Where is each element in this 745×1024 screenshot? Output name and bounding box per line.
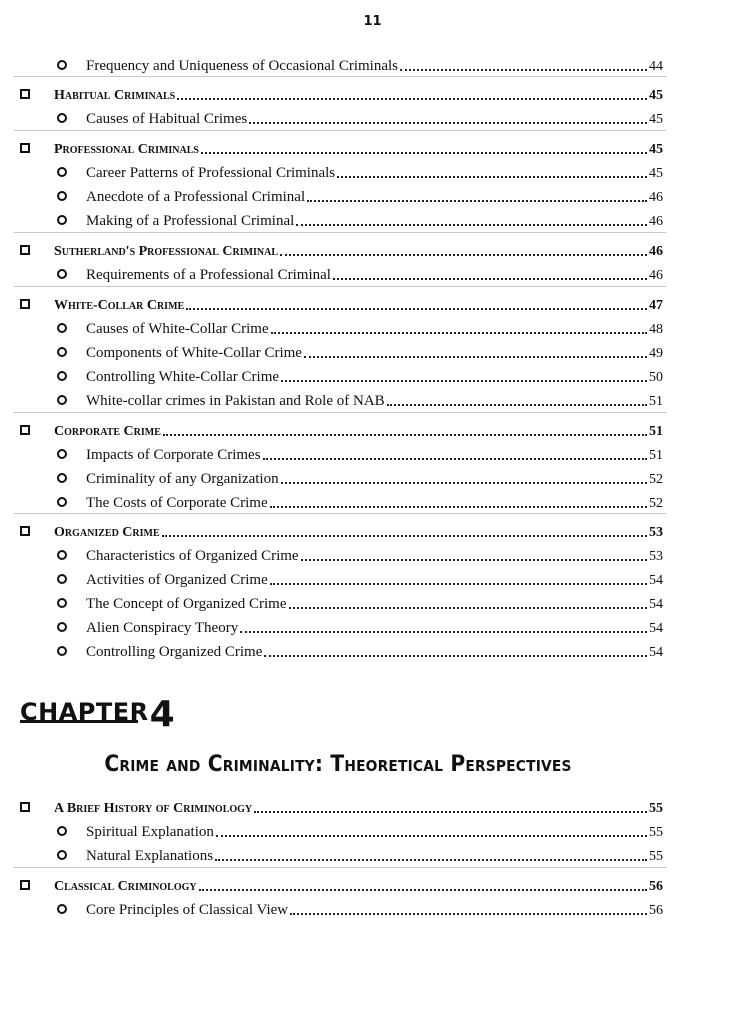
toc-line bbox=[86, 55, 663, 75]
toc-entry-title: White-collar crimes in Pakistan and Role of NAB bbox=[86, 393, 385, 409]
divider bbox=[14, 232, 666, 233]
dot-leader bbox=[337, 176, 647, 178]
circle-bullet-icon bbox=[57, 574, 67, 584]
toc-page-number: 54 bbox=[649, 573, 663, 588]
toc-entry-title: Anecdote of a Professional Criminal bbox=[86, 189, 306, 205]
circle-bullet-icon bbox=[57, 167, 67, 177]
dot-leader bbox=[263, 458, 647, 460]
circle-bullet-icon bbox=[57, 60, 67, 70]
chapter-label: CHAPTER bbox=[20, 698, 149, 726]
toc-line bbox=[86, 366, 663, 386]
dot-leader bbox=[271, 332, 647, 334]
dot-leader bbox=[304, 356, 647, 358]
toc-entry[interactable] bbox=[0, 641, 745, 665]
page-number: 11 bbox=[363, 14, 382, 29]
circle-bullet-icon bbox=[57, 449, 67, 459]
toc-line bbox=[86, 318, 663, 338]
dot-leader bbox=[281, 380, 647, 382]
toc-line bbox=[86, 210, 663, 230]
toc-page-number: 56 bbox=[649, 903, 663, 918]
toc-entry-title: Controlling White-Collar Crime bbox=[86, 369, 280, 385]
toc-line bbox=[54, 240, 663, 260]
toc-page-number: 49 bbox=[649, 346, 663, 361]
dot-leader bbox=[240, 631, 647, 633]
divider bbox=[14, 412, 666, 413]
toc-entry-title: Frequency and Uniqueness of Occasional Criminals bbox=[86, 58, 399, 74]
square-bullet-icon bbox=[20, 143, 30, 153]
toc-entry-title: Habitual Criminals bbox=[54, 88, 176, 103]
circle-bullet-icon bbox=[57, 826, 67, 836]
toc-line bbox=[86, 569, 663, 589]
toc-line bbox=[86, 899, 663, 919]
dot-leader bbox=[215, 859, 647, 861]
circle-bullet-icon bbox=[57, 269, 67, 279]
toc-line bbox=[86, 162, 663, 182]
toc-entry[interactable] bbox=[0, 366, 745, 390]
toc-entry-title: The Concept of Organized Crime bbox=[86, 596, 287, 612]
toc-line bbox=[54, 875, 663, 895]
toc-entry-title: A Brief History of Criminology bbox=[54, 801, 253, 816]
toc-section[interactable] bbox=[0, 875, 745, 899]
toc-entry[interactable] bbox=[0, 318, 745, 342]
dot-leader bbox=[163, 434, 647, 436]
dot-leader bbox=[289, 607, 648, 609]
chapter-number: 4 bbox=[149, 694, 176, 735]
dot-leader bbox=[199, 889, 647, 891]
dot-leader bbox=[254, 811, 647, 813]
divider bbox=[14, 286, 666, 287]
toc-entry-title: Characteristics of Organized Crime bbox=[86, 548, 299, 564]
toc-entry[interactable] bbox=[0, 845, 745, 869]
circle-bullet-icon bbox=[57, 550, 67, 560]
toc-line bbox=[86, 821, 663, 841]
toc-page-number: 55 bbox=[649, 801, 663, 816]
toc-page-number: 46 bbox=[649, 268, 663, 283]
divider bbox=[14, 867, 666, 868]
toc-page-number: 51 bbox=[649, 448, 663, 463]
toc-page-number: 56 bbox=[649, 879, 663, 894]
toc-entry-title: Criminality of any Organization bbox=[86, 471, 279, 487]
circle-bullet-icon bbox=[57, 215, 67, 225]
toc-entry-title: Spiritual Explanation bbox=[86, 824, 214, 840]
circle-bullet-icon bbox=[57, 850, 67, 860]
square-bullet-icon bbox=[20, 89, 30, 99]
toc-page-number: 52 bbox=[649, 496, 663, 511]
toc-page-number: 55 bbox=[649, 849, 663, 864]
toc-line bbox=[86, 108, 663, 128]
toc-line bbox=[86, 641, 663, 661]
toc-section[interactable] bbox=[0, 797, 745, 821]
toc-page-number: 48 bbox=[649, 322, 663, 337]
toc-page-number: 45 bbox=[649, 112, 663, 127]
toc-entry-title: Sutherland's Professional Criminal bbox=[54, 244, 279, 259]
divider bbox=[14, 76, 666, 77]
toc-entry[interactable] bbox=[0, 545, 745, 569]
toc-entry-title: Corporate Crime bbox=[54, 424, 161, 439]
toc-entry-title: White-Collar Crime bbox=[54, 298, 185, 313]
dot-leader bbox=[281, 482, 647, 484]
dot-leader bbox=[290, 913, 647, 915]
toc-page-number: 51 bbox=[649, 394, 663, 409]
dot-leader bbox=[333, 278, 647, 280]
toc-entry[interactable] bbox=[0, 210, 745, 234]
circle-bullet-icon bbox=[57, 191, 67, 201]
circle-bullet-icon bbox=[57, 323, 67, 333]
toc-page-number: 52 bbox=[649, 472, 663, 487]
dot-leader bbox=[186, 308, 647, 310]
toc-line bbox=[54, 420, 663, 440]
toc-line bbox=[86, 593, 663, 613]
toc-entry[interactable] bbox=[0, 390, 745, 414]
toc-line bbox=[86, 468, 663, 488]
dot-leader bbox=[216, 835, 647, 837]
dot-leader bbox=[249, 122, 647, 124]
toc-page-number: 53 bbox=[649, 549, 663, 564]
toc-line bbox=[54, 138, 663, 158]
divider bbox=[14, 513, 666, 514]
toc-page-number: 55 bbox=[649, 825, 663, 840]
toc-line bbox=[86, 264, 663, 284]
toc-section[interactable] bbox=[0, 84, 745, 108]
toc-entry-title: The Costs of Corporate Crime bbox=[86, 495, 268, 511]
toc-entry-title: Causes of White-Collar Crime bbox=[86, 321, 269, 337]
square-bullet-icon bbox=[20, 880, 30, 890]
toc-page-number: 45 bbox=[649, 166, 663, 181]
toc-entry-title: Causes of Habitual Crimes bbox=[86, 111, 248, 127]
toc-page-number: 54 bbox=[649, 621, 663, 636]
square-bullet-icon bbox=[20, 299, 30, 309]
dot-leader bbox=[387, 404, 647, 406]
chapter-underline bbox=[20, 720, 138, 723]
toc-page-number: 54 bbox=[649, 597, 663, 612]
toc-entry-title: Classical Criminology bbox=[54, 879, 197, 894]
toc-entry[interactable] bbox=[0, 342, 745, 366]
toc-line bbox=[54, 797, 663, 817]
toc-line bbox=[54, 294, 663, 314]
dot-leader bbox=[201, 152, 647, 154]
toc-entry[interactable] bbox=[0, 444, 745, 468]
circle-bullet-icon bbox=[57, 622, 67, 632]
toc-entry[interactable] bbox=[0, 468, 745, 492]
toc-entry[interactable] bbox=[0, 569, 745, 593]
dot-leader bbox=[296, 224, 647, 226]
toc-entry-title: Core Principles of Classical View bbox=[86, 902, 289, 918]
toc-section[interactable] bbox=[0, 138, 745, 162]
toc-entry[interactable] bbox=[0, 186, 745, 210]
dot-leader bbox=[270, 583, 647, 585]
toc-page-number: 45 bbox=[649, 88, 663, 103]
toc-line bbox=[86, 492, 663, 512]
toc-line bbox=[54, 521, 663, 541]
toc-line bbox=[86, 617, 663, 637]
toc-entry[interactable] bbox=[0, 162, 745, 186]
square-bullet-icon bbox=[20, 245, 30, 255]
toc-entry-title: Impacts of Corporate Crimes bbox=[86, 447, 261, 463]
circle-bullet-icon bbox=[57, 497, 67, 507]
circle-bullet-icon bbox=[57, 395, 67, 405]
toc-line bbox=[86, 390, 663, 410]
toc-page-number: 51 bbox=[649, 424, 663, 439]
toc-line bbox=[86, 186, 663, 206]
toc-page-number: 46 bbox=[649, 214, 663, 229]
toc-section[interactable] bbox=[0, 521, 745, 545]
square-bullet-icon bbox=[20, 802, 30, 812]
toc-entry-title: Activities of Organized Crime bbox=[86, 572, 268, 588]
toc-entry-title: Controlling Organized Crime bbox=[86, 644, 263, 660]
dot-leader bbox=[177, 98, 647, 100]
toc-entry[interactable] bbox=[0, 899, 745, 923]
square-bullet-icon bbox=[20, 526, 30, 536]
square-bullet-icon bbox=[20, 425, 30, 435]
toc-line bbox=[86, 342, 663, 362]
toc-entry-title: Components of White-Collar Crime bbox=[86, 345, 302, 361]
toc-entry-title: Making of a Professional Criminal bbox=[86, 213, 295, 229]
toc-section[interactable] bbox=[0, 294, 745, 318]
toc-entry[interactable] bbox=[0, 108, 745, 132]
dot-leader bbox=[301, 559, 647, 561]
dot-leader bbox=[400, 69, 647, 71]
toc-page-number: 53 bbox=[649, 525, 663, 540]
toc-entry[interactable] bbox=[0, 617, 745, 641]
toc-line bbox=[86, 545, 663, 565]
dot-leader bbox=[307, 200, 647, 202]
toc-section[interactable] bbox=[0, 240, 745, 264]
toc-line bbox=[54, 84, 663, 104]
toc-entry[interactable] bbox=[0, 264, 745, 288]
toc-line bbox=[86, 444, 663, 464]
toc-entry-title: Natural Explanations bbox=[86, 848, 214, 864]
circle-bullet-icon bbox=[57, 904, 67, 914]
toc-page-number: 50 bbox=[649, 370, 663, 385]
toc-entry-title: Career Patterns of Professional Criminals bbox=[86, 165, 336, 181]
toc-entry-title: Organized Crime bbox=[54, 525, 160, 540]
toc-entry-title: Professional Criminals bbox=[54, 142, 199, 157]
toc-page-number: 46 bbox=[649, 190, 663, 205]
dot-leader bbox=[162, 535, 647, 537]
circle-bullet-icon bbox=[57, 347, 67, 357]
divider bbox=[14, 130, 666, 131]
toc-page-number: 47 bbox=[649, 298, 663, 313]
toc-page-number: 45 bbox=[649, 142, 663, 157]
chapter-title: Crime and Criminality: Theoretical Perspectives bbox=[104, 752, 572, 777]
toc-section[interactable] bbox=[0, 420, 745, 444]
toc-page-number: 46 bbox=[649, 244, 663, 259]
toc-entry[interactable] bbox=[0, 593, 745, 617]
circle-bullet-icon bbox=[57, 113, 67, 123]
circle-bullet-icon bbox=[57, 473, 67, 483]
toc-entry-title: Alien Conspiracy Theory bbox=[86, 620, 239, 636]
dot-leader bbox=[264, 655, 647, 657]
circle-bullet-icon bbox=[57, 598, 67, 608]
toc-line bbox=[86, 845, 663, 865]
circle-bullet-icon bbox=[57, 371, 67, 381]
toc-entry-title: Requirements of a Professional Criminal bbox=[86, 267, 331, 283]
dot-leader bbox=[270, 506, 647, 508]
toc-page-number: 44 bbox=[649, 59, 663, 74]
dot-leader bbox=[280, 254, 647, 256]
circle-bullet-icon bbox=[57, 646, 67, 656]
toc-entry[interactable] bbox=[0, 821, 745, 845]
toc-page-number: 54 bbox=[649, 645, 663, 660]
